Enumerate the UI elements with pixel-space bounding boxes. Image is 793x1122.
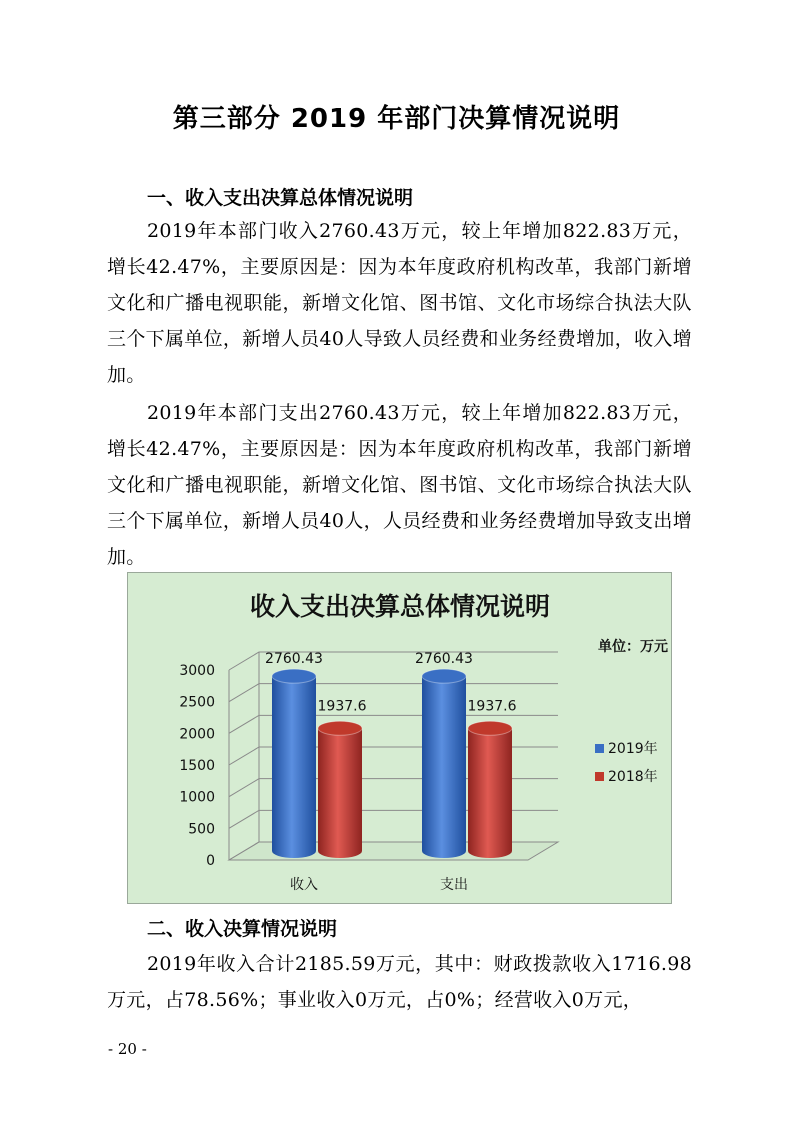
y-tick-label: 0	[206, 853, 215, 869]
bar-body	[272, 676, 316, 858]
paragraph-income-detail: 2019年收入合计2185.59万元，其中：财政拨款收入1716.98万元，占78.56%；事业收入0万元，占0%；经营收入0万元，	[107, 953, 692, 1011]
legend-label-2018: 2018年	[608, 769, 658, 785]
section-heading-1: 一、收入支出决算总体情况说明	[147, 187, 414, 209]
data-label: 2760.43	[415, 651, 473, 668]
bar-2019年-收入	[265, 651, 323, 858]
data-label: 1937.6	[467, 698, 517, 715]
bar-body	[422, 676, 466, 858]
bar-top	[468, 721, 512, 735]
bar-top	[422, 669, 466, 683]
chart-bars	[265, 651, 517, 858]
bar-2018年-收入	[318, 698, 367, 858]
bar-2018年-支出	[468, 698, 517, 858]
chart-title: 收入支出决算总体情况说明	[249, 592, 551, 621]
bar-body	[468, 728, 512, 858]
chart-container	[127, 572, 672, 904]
paragraph-expense: 2019年本部门支出2760.43万元，较上年增加822.83万元，增长42.47%，主要原因是：因为本年度政府机构改革，我部门新增文化和广播电视职能，新增文化馆、图书馆、文化市场综合执法大队三个下属单位，新增人员40人，人员经费和业务经费增加导致支出增加。	[107, 402, 692, 568]
data-label: 2760.43	[265, 651, 323, 668]
legend-label-2019: 2019年	[608, 741, 658, 757]
legend-swatch-2018	[595, 772, 604, 781]
bar-top	[318, 721, 362, 735]
y-tick-label: 1000	[179, 789, 215, 806]
x-axis-labels	[290, 876, 468, 893]
page-number: - 20 -	[108, 1040, 147, 1058]
y-tick-label: 3000	[179, 663, 215, 679]
y-tick-label: 1500	[179, 758, 215, 774]
bar-body	[318, 728, 362, 858]
page-title: 第三部分 2019 年部门决算情况说明	[172, 104, 621, 134]
y-axis-ticks	[179, 663, 215, 869]
unit-label: 单位：万元	[598, 639, 668, 655]
section-heading-2: 二、收入决算情况说明	[147, 918, 338, 940]
x-tick-label: 支出	[440, 877, 468, 893]
y-tick-label: 500	[188, 821, 215, 838]
bar-top	[272, 669, 316, 683]
y-tick-label: 2000	[179, 726, 215, 743]
legend-swatch-2019	[595, 744, 604, 753]
y-tick-label: 2500	[179, 694, 215, 711]
bar-2019年-支出	[415, 651, 473, 858]
x-tick-label: 收入	[290, 877, 318, 893]
bar-chart	[128, 573, 671, 903]
data-label: 1937.6	[317, 698, 367, 715]
paragraph-income: 2019年本部门收入2760.43万元，较上年增加822.83万元，增长42.47%，主要原因是：因为本年度政府机构改革，我部门新增文化和广播电视职能，新增文化馆、图书馆、文化市场综合执法大队三个下属单位，新增人员40人导致人员经费和业务经费增加，收入增加。	[107, 220, 692, 386]
legend	[595, 740, 658, 785]
